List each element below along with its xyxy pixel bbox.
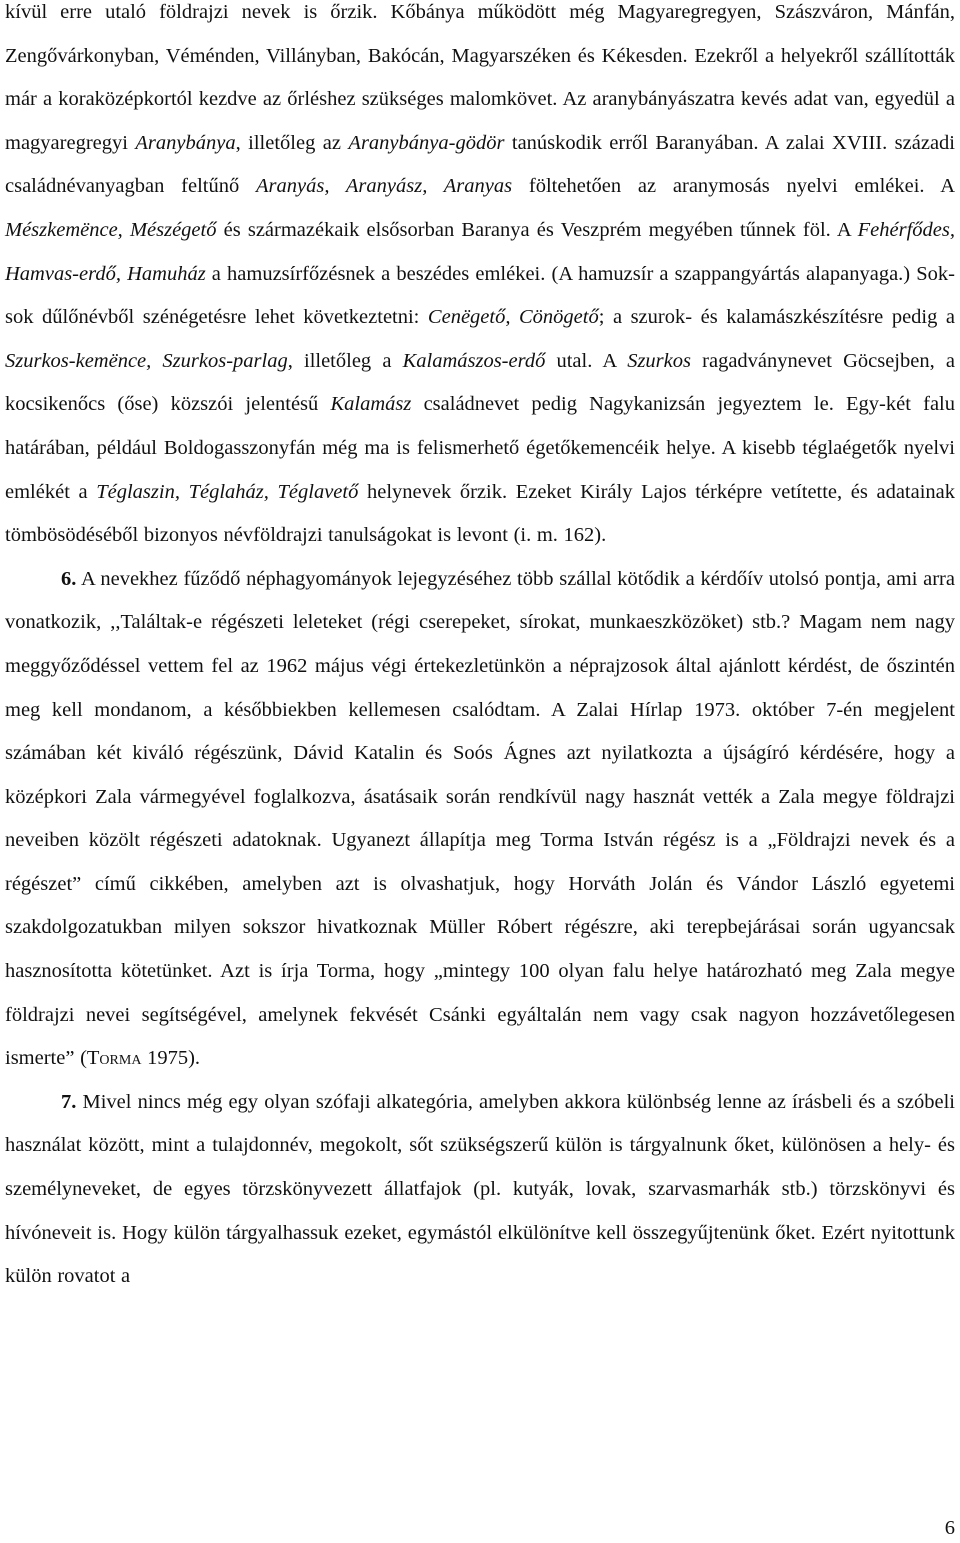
text-run: , illetőleg a bbox=[287, 349, 403, 372]
section-number-6: 6. bbox=[61, 567, 77, 590]
italic-term: Téglaszin, Téglaház, Téglavető bbox=[96, 480, 359, 503]
text-run: és származékaik elsősorban Baranya és Veszprém megyében tűnnek föl. A bbox=[216, 218, 858, 241]
italic-term: Aranyás, Aranyász, Aranyas bbox=[256, 175, 513, 198]
italic-term: Kalamász bbox=[330, 393, 412, 416]
paragraph-section-6-text bbox=[5, 568, 955, 1070]
paragraph-section-6 bbox=[5, 558, 955, 1081]
paragraph-section-7-text bbox=[5, 1091, 955, 1287]
text-run: családnevet pedig Nagykanizsán jegyeztem le. Egy-két falu határában, például Boldogasszonyfán még ma is felismerhető égetőkemencéik helye. A kisebb téglaégetők nyelvi emlékét a bbox=[5, 393, 955, 503]
text-run: , illetőleg az bbox=[235, 131, 349, 154]
text-run: kívül erre utaló földrajzi nevek is őrzik. Kőbánya működött még Magyaregregyen, Szászváron, Mánfán, Zengővárkonyban, Véménden, Villányban, Bakócán, Magyarszéken és Kékesden. Ezekről a helyekről szállították már a koraközépkortól kezdve az őrléshez szükséges malomkövet. Az aranybányászatra kevés adat van, egyedül a magyaregregyi bbox=[5, 1, 955, 154]
italic-term: Cenëgető, Cönögető bbox=[427, 306, 599, 329]
body-text bbox=[5, 0, 955, 1299]
italic-term: Aranybánya bbox=[135, 131, 236, 154]
text-run: Mivel nincs még egy olyan szófaji alkategória, amelyben akkora különbség lenne az írásbeli és a szóbeli használat között, mint a tulajdonnév, megokolt, sőt szükségszerű külön is tárgyalnunk őket, különösen a hely- és személyneveket, de egyes törzskönyvezett állatfajok (pl. kutyák, lovak, szarvasmarhák stb.) törzskönyvi és hívóneveit is. Hogy külön tárgyalhassuk ezeket, egymástól elkülönítve kell összegyűjtenünk őket. Ezért nyitottunk külön rovatot a bbox=[5, 1090, 955, 1288]
italic-term: Fehérfődes, Hamvas-erdő, Hamuház bbox=[5, 218, 955, 285]
italic-term: Aranybánya-gödör bbox=[348, 131, 505, 154]
text-run: A nevekhez fűződő néphagyományok lejegyzéséhez több szállal kötődik a kérdőív utolsó pontja, ami arra vonatkozik, ,,Találtak-e régészeti leleteket (régi cserepeket, sírokat, munkaeszközöket) stb.? Magam nem nagy meggyőződéssel vettem fel az 1962 május végi értekezletünkön a néprajzosok által ajánlott kérdést, de őszintén meg kell mondanom, a későbbiekben kellemesen csalódtam. A Zalai Hírlap 1973. október 7-én megjelent számában két kiváló régészünk, Dávid Katalin és Soós Ágnes azt nyilatkozta a újságíró kérdésére, hogy a középkori Zala vármegyével foglalkozva, ásatásaik során rendkívül nagy hasznát vették a Zala megye földrajzi neveiben közölt régészeti adatoknak. Ugyanezt állapítja meg Torma István régész is a „Földrajzi nevek és a régészet” című cikkében, amelyben azt is olvashatjuk, hogy Horváth Jolán és Vándor László egyetemi szakdolgozatukban milyen sokszor hivatkoznak Müller Róbert régészre, aki terepbejárásai során ugyancsak hasznosította kötetünket. Azt is írja Torma, hogy „mintegy 100 olyan falu helye határozható meg Zala megye földrajzi nevei segítségével, amelynek fekvését Csánki egyáltalán nem vagy csak nagyon hozzávetőlegesen ismerte” (T bbox=[5, 567, 955, 1070]
text-run: helynevek őrzik. Ezeket Király Lajos térképre vetítette, és adatainak tömbösödéséből bizonyos névföldrajzi tanulságokat is levont (i. m. 162). bbox=[5, 480, 956, 547]
text-run: a hamuzsírfőzésnek a beszédes emlékei. (A hamuzsír a szappangyártás alapanyaga.) Sok-sok dűlőnévből szénégetésre lehet következtetni: bbox=[5, 262, 955, 329]
page-number: 6 bbox=[944, 1517, 955, 1539]
text-run: ragadványnevet Göcsejben, a kocsikenőcs (őse) közszói jelentésű bbox=[5, 349, 955, 416]
text-run: tanúskodik erről Baranyában. A zalai XVIII. századi családnévanyagban feltűnő bbox=[5, 131, 955, 198]
small-caps-name: orma bbox=[99, 1047, 142, 1070]
paragraph-continued bbox=[5, 0, 955, 558]
text-run: ; a szurok- és kalamászkészítésre pedig a bbox=[598, 306, 955, 329]
section-number-7: 7. bbox=[61, 1090, 77, 1113]
text-run: föltehetően az aranymosás nyelvi emlékei. A bbox=[512, 175, 956, 198]
paragraph-section-7 bbox=[5, 1081, 955, 1299]
text-run: utal. A bbox=[545, 349, 628, 372]
italic-term: Mészkemënce, Mészégető bbox=[5, 218, 217, 241]
text-run: 1975). bbox=[141, 1047, 201, 1070]
italic-term: Szurkos bbox=[627, 349, 691, 372]
italic-term: Kalamászos-erdő bbox=[402, 349, 546, 372]
italic-term: Szurkos-kemënce, Szurkos-parlag bbox=[5, 349, 288, 372]
